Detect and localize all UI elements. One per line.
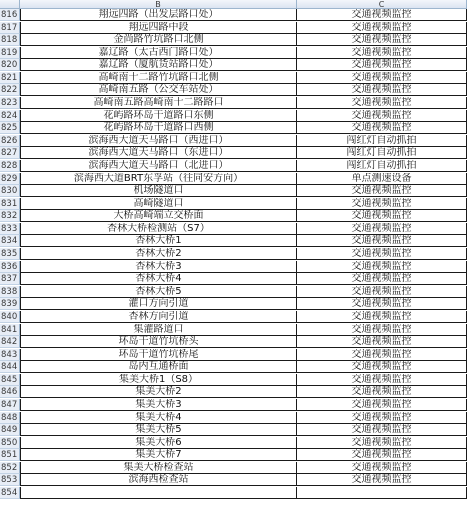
cell-device-type[interactable]: 交通视频监控 <box>297 449 467 461</box>
cell-location[interactable]: 集美大桥3 <box>20 399 297 411</box>
row-number[interactable]: 836 <box>0 261 20 273</box>
cell-location[interactable]: 机场隧道口 <box>20 185 297 197</box>
table-row <box>0 9 467 21</box>
cell-device-type[interactable]: 交通视频监控 <box>297 286 467 298</box>
cell-device-type[interactable]: 闯红灯自动抓拍 <box>297 147 467 159</box>
table-row <box>0 336 467 348</box>
cell-device-type[interactable]: 交通视频监控 <box>297 72 467 84</box>
row-number[interactable]: 843 <box>0 349 20 361</box>
cell-location[interactable]: 滨海西大道BRT东孚站（往同安方向） <box>20 173 297 185</box>
column-header-c[interactable]: C <box>297 0 467 9</box>
table-row <box>0 34 467 46</box>
cell-location[interactable]: 集美大桥7 <box>20 449 297 461</box>
row-number[interactable]: 840 <box>0 311 20 323</box>
table-row <box>0 311 467 323</box>
table-row <box>0 261 467 273</box>
cell-device-type[interactable]: 交通视频监控 <box>297 361 467 373</box>
cell-device-type[interactable]: 交通视频监控 <box>297 386 467 398</box>
table-row <box>0 487 467 499</box>
cell-device-type[interactable]: 交通视频监控 <box>297 273 467 285</box>
table-row <box>0 84 467 96</box>
cell-location[interactable]: 杏林大桥5 <box>20 286 297 298</box>
cell-device-type[interactable]: 交通视频监控 <box>297 185 467 197</box>
row-number[interactable]: 816 <box>0 9 20 21</box>
cell-device-type[interactable]: 交通视频监控 <box>297 424 467 436</box>
cell-location[interactable]: 嘉辽路（太古西门路口处） <box>20 47 297 59</box>
cell-location[interactable]: 杏林大桥2 <box>20 248 297 260</box>
cell-device-type[interactable]: 交通视频监控 <box>297 235 467 247</box>
cell-location[interactable]: 集美大桥4 <box>20 412 297 424</box>
cell-location[interactable]: 环岛干道竹坑桥尾 <box>20 349 297 361</box>
table-row <box>0 110 467 122</box>
cell-device-type[interactable]: 交通视频监控 <box>297 311 467 323</box>
table-row <box>0 412 467 424</box>
row-number[interactable]: 829 <box>0 173 20 185</box>
row-number[interactable]: 822 <box>0 84 20 96</box>
table-row <box>0 198 467 210</box>
table-row <box>0 324 467 336</box>
table-row <box>0 59 467 71</box>
cell-device-type[interactable]: 闯红灯自动抓拍 <box>297 135 467 147</box>
row-number[interactable]: 845 <box>0 374 20 386</box>
cell-location[interactable]: 集美大桥检查站 <box>20 462 297 474</box>
row-number[interactable]: 834 <box>0 235 20 247</box>
table-row <box>0 349 467 361</box>
cell-device-type[interactable]: 交通视频监控 <box>297 122 467 134</box>
table-row <box>0 462 467 474</box>
row-number[interactable]: 838 <box>0 286 20 298</box>
cell-device-type[interactable]: 交通视频监控 <box>297 324 467 336</box>
cell-location[interactable]: 高崎南五路（公交车站处） <box>20 84 297 96</box>
cell-device-type[interactable]: 交通视频监控 <box>297 9 467 21</box>
row-number[interactable]: 817 <box>0 22 20 34</box>
table-row <box>0 386 467 398</box>
cell-location[interactable]: 杏林大桥检测站（S7） <box>20 223 297 235</box>
row-number[interactable]: 853 <box>0 474 20 486</box>
cell-location[interactable]: 灌口方向引道 <box>20 298 297 310</box>
table-row <box>0 424 467 436</box>
row-number[interactable]: 854 <box>0 487 20 499</box>
cell-device-type[interactable]: 交通视频监控 <box>297 298 467 310</box>
cell-location[interactable]: 花屿路环岛干道路口东侧 <box>20 110 297 122</box>
cell-location[interactable]: 翔远四路（出发层路口处） <box>20 9 297 21</box>
cell-device-type[interactable]: 交通视频监控 <box>297 22 467 34</box>
cell-location[interactable]: 杏林方向引道 <box>20 311 297 323</box>
table-row <box>0 474 467 486</box>
table-row <box>0 135 467 147</box>
table-row <box>0 361 467 373</box>
row-number[interactable]: 828 <box>0 160 20 172</box>
cell-device-type[interactable]: 单点测速设备 <box>297 173 467 185</box>
row-number[interactable]: 847 <box>0 399 20 411</box>
table-row <box>0 286 467 298</box>
table-row <box>0 248 467 260</box>
cell-device-type[interactable]: 交通视频监控 <box>297 210 467 222</box>
table-row <box>0 298 467 310</box>
cell-location[interactable]: 高崎隧道口 <box>20 198 297 210</box>
cell-device-type[interactable]: 交通视频监控 <box>297 97 467 109</box>
table-row <box>0 22 467 34</box>
row-number[interactable]: 823 <box>0 97 20 109</box>
cell-device-type[interactable]: 交通视频监控 <box>297 223 467 235</box>
row-number[interactable]: 820 <box>0 59 20 71</box>
cell-device-type[interactable]: 交通视频监控 <box>297 462 467 474</box>
row-number[interactable]: 844 <box>0 361 20 373</box>
row-number[interactable]: 852 <box>0 462 20 474</box>
cell-location[interactable] <box>20 487 297 499</box>
cell-device-type[interactable]: 交通视频监控 <box>297 399 467 411</box>
cell-location[interactable]: 花屿路环岛干道路口西侧 <box>20 122 297 134</box>
cell-device-type[interactable]: 交通视频监控 <box>297 110 467 122</box>
cell-device-type[interactable]: 交通视频监控 <box>297 59 467 71</box>
cell-location[interactable]: 集美大桥5 <box>20 424 297 436</box>
table-row <box>0 72 467 84</box>
cell-location[interactable]: 高崎南十二路竹坑路口北侧 <box>20 72 297 84</box>
row-number[interactable]: 837 <box>0 273 20 285</box>
cell-device-type[interactable]: 交通视频监控 <box>297 84 467 96</box>
table-row <box>0 210 467 222</box>
row-number[interactable]: 821 <box>0 72 20 84</box>
row-number[interactable]: 851 <box>0 449 20 461</box>
cell-location[interactable]: 集灌路道口 <box>20 324 297 336</box>
row-number[interactable]: 850 <box>0 437 20 449</box>
row-number[interactable]: 831 <box>0 198 20 210</box>
cell-location[interactable]: 滨海西大道天马路口（西进口） <box>20 135 297 147</box>
cell-device-type[interactable]: 交通视频监控 <box>297 47 467 59</box>
table-row <box>0 235 467 247</box>
row-number[interactable]: 841 <box>0 324 20 336</box>
cell-location[interactable]: 金尚路竹坑路口北侧 <box>20 34 297 46</box>
row-number[interactable]: 818 <box>0 34 20 46</box>
row-number[interactable]: 833 <box>0 223 20 235</box>
row-number[interactable]: 824 <box>0 110 20 122</box>
select-all-corner[interactable] <box>0 0 20 9</box>
row-number[interactable]: 827 <box>0 147 20 159</box>
cell-location[interactable]: 滨海西检查站 <box>20 474 297 486</box>
cell-location[interactable]: 大桥高崎端立交桥面 <box>20 210 297 222</box>
cell-device-type[interactable]: 交通视频监控 <box>297 374 467 386</box>
cell-location[interactable]: 集美大桥2 <box>20 386 297 398</box>
table-row <box>0 437 467 449</box>
row-number[interactable]: 830 <box>0 185 20 197</box>
cell-device-type[interactable]: 闯红灯自动抓拍 <box>297 160 467 172</box>
table-row <box>0 122 467 134</box>
row-number[interactable]: 842 <box>0 336 20 348</box>
row-number[interactable]: 839 <box>0 298 20 310</box>
cell-location[interactable]: 嘉辽路（厦航货站路口处） <box>20 59 297 71</box>
cell-device-type[interactable] <box>297 487 467 499</box>
cell-device-type[interactable]: 交通视频监控 <box>297 336 467 348</box>
cell-device-type[interactable]: 交通视频监控 <box>297 349 467 361</box>
cell-device-type[interactable]: 交通视频监控 <box>297 474 467 486</box>
table-row <box>0 273 467 285</box>
row-number[interactable]: 825 <box>0 122 20 134</box>
table-row <box>0 160 467 172</box>
cell-device-type[interactable]: 交通视频监控 <box>297 412 467 424</box>
cell-location[interactable]: 杏林大桥3 <box>20 261 297 273</box>
row-number[interactable]: 849 <box>0 424 20 436</box>
cell-location[interactable]: 集美大桥1（S8） <box>20 374 297 386</box>
cell-location[interactable]: 环岛干道竹坑桥头 <box>20 336 297 348</box>
table-row <box>0 97 467 109</box>
table-row <box>0 47 467 59</box>
cell-location[interactable]: 杏林大桥1 <box>20 235 297 247</box>
cell-location[interactable]: 高崎南五路高崎南十二路路口 <box>20 97 297 109</box>
cell-location[interactable]: 滨海西大道天马路口（北进口） <box>20 160 297 172</box>
cell-location[interactable]: 翔远四路中段 <box>20 22 297 34</box>
table-row <box>0 449 467 461</box>
table-row <box>0 374 467 386</box>
cell-device-type[interactable]: 交通视频监控 <box>297 248 467 260</box>
table-row <box>0 147 467 159</box>
table-row <box>0 185 467 197</box>
column-header-b[interactable]: B <box>20 0 297 9</box>
cell-device-type[interactable]: 交通视频监控 <box>297 437 467 449</box>
cell-location[interactable]: 岛内互通桥面 <box>20 361 297 373</box>
cell-device-type[interactable]: 交通视频监控 <box>297 198 467 210</box>
cell-location[interactable]: 滨海西大道天马路口（东进口） <box>20 147 297 159</box>
table-row <box>0 173 467 185</box>
cell-device-type[interactable]: 交通视频监控 <box>297 261 467 273</box>
row-number[interactable]: 819 <box>0 47 20 59</box>
row-number[interactable]: 848 <box>0 412 20 424</box>
table-row <box>0 399 467 411</box>
row-number[interactable]: 846 <box>0 386 20 398</box>
table-row <box>0 223 467 235</box>
cell-device-type[interactable]: 交通视频监控 <box>297 34 467 46</box>
row-number[interactable]: 832 <box>0 210 20 222</box>
cell-location[interactable]: 集美大桥6 <box>20 437 297 449</box>
row-number[interactable]: 826 <box>0 135 20 147</box>
row-number[interactable]: 835 <box>0 248 20 260</box>
cell-location[interactable]: 杏林大桥4 <box>20 273 297 285</box>
